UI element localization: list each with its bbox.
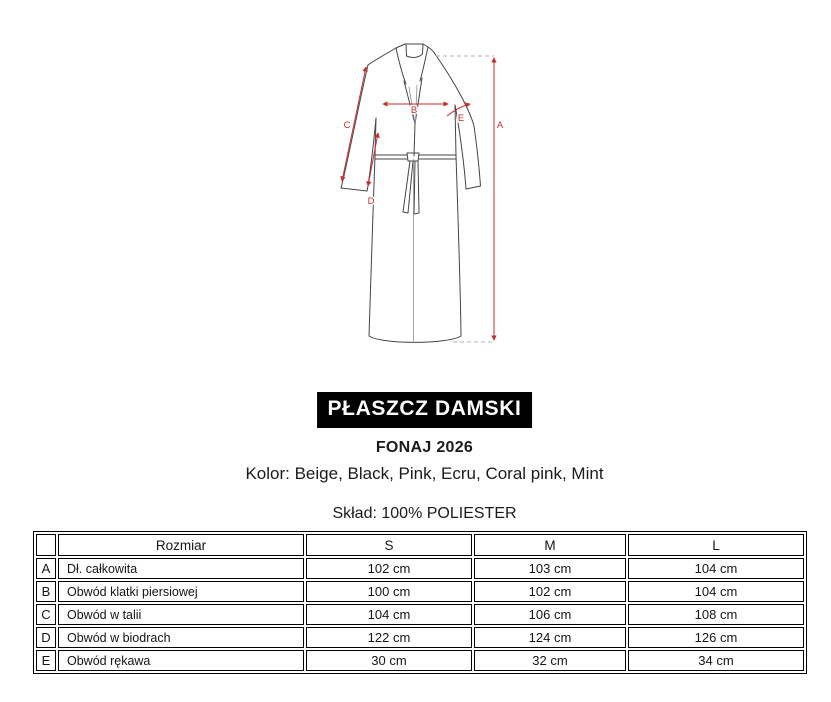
row-value-m: 32 cm	[474, 650, 626, 671]
row-value-l: 126 cm	[628, 627, 804, 648]
table-row	[36, 627, 804, 648]
product-title-bar	[317, 392, 533, 428]
row-key: D	[36, 627, 56, 648]
measure-label-D: D	[367, 196, 375, 207]
row-key: E	[36, 650, 56, 671]
row-value-l: 104 cm	[628, 581, 804, 602]
row-value-m: 124 cm	[474, 627, 626, 648]
row-value-l: 104 cm	[628, 558, 804, 579]
product-composition: Skład: 100% POLIESTER	[332, 505, 517, 522]
header-size-l: L	[628, 534, 804, 556]
row-value-s: 30 cm	[306, 650, 472, 671]
measure-label-B: B	[410, 105, 418, 116]
row-key: C	[36, 604, 56, 625]
row-name: Obwód rękawa	[58, 650, 304, 671]
row-name: Obwód klatki piersiowej	[58, 581, 304, 602]
row-value-l: 34 cm	[628, 650, 804, 671]
header-size-s: S	[306, 534, 472, 556]
header-size-m: M	[474, 534, 626, 556]
row-value-m: 102 cm	[474, 581, 626, 602]
measure-label-C: C	[343, 120, 351, 131]
coat-technical-drawing	[310, 25, 540, 370]
table-row	[36, 581, 804, 602]
header-dimension: Rozmiar	[58, 534, 304, 556]
table-row	[36, 558, 804, 579]
size-table-header-row	[36, 534, 804, 556]
row-value-s: 104 cm	[306, 604, 472, 625]
product-colors: Kolor: Beige, Black, Pink, Ecru, Coral pink, Mint	[245, 464, 604, 483]
row-name: Dł. całkowita	[58, 558, 304, 579]
measure-label-A: A	[496, 120, 504, 131]
row-value-s: 100 cm	[306, 581, 472, 602]
header-corner-cell	[36, 534, 56, 556]
table-row	[36, 604, 804, 625]
size-table	[33, 531, 807, 674]
product-model: FONAJ 2026	[375, 439, 474, 456]
measure-label-E: E	[457, 113, 465, 124]
row-value-m: 106 cm	[474, 604, 626, 625]
row-name: Obwód w talii	[58, 604, 304, 625]
row-name: Obwód w biodrach	[58, 627, 304, 648]
row-key: B	[36, 581, 56, 602]
row-value-l: 108 cm	[628, 604, 804, 625]
coat-outline	[341, 44, 481, 343]
row-value-m: 103 cm	[474, 558, 626, 579]
product-title: PŁASZCZ DAMSKI	[327, 397, 522, 420]
row-value-s: 102 cm	[306, 558, 472, 579]
row-value-s: 122 cm	[306, 627, 472, 648]
table-row	[36, 650, 804, 671]
row-key: A	[36, 558, 56, 579]
